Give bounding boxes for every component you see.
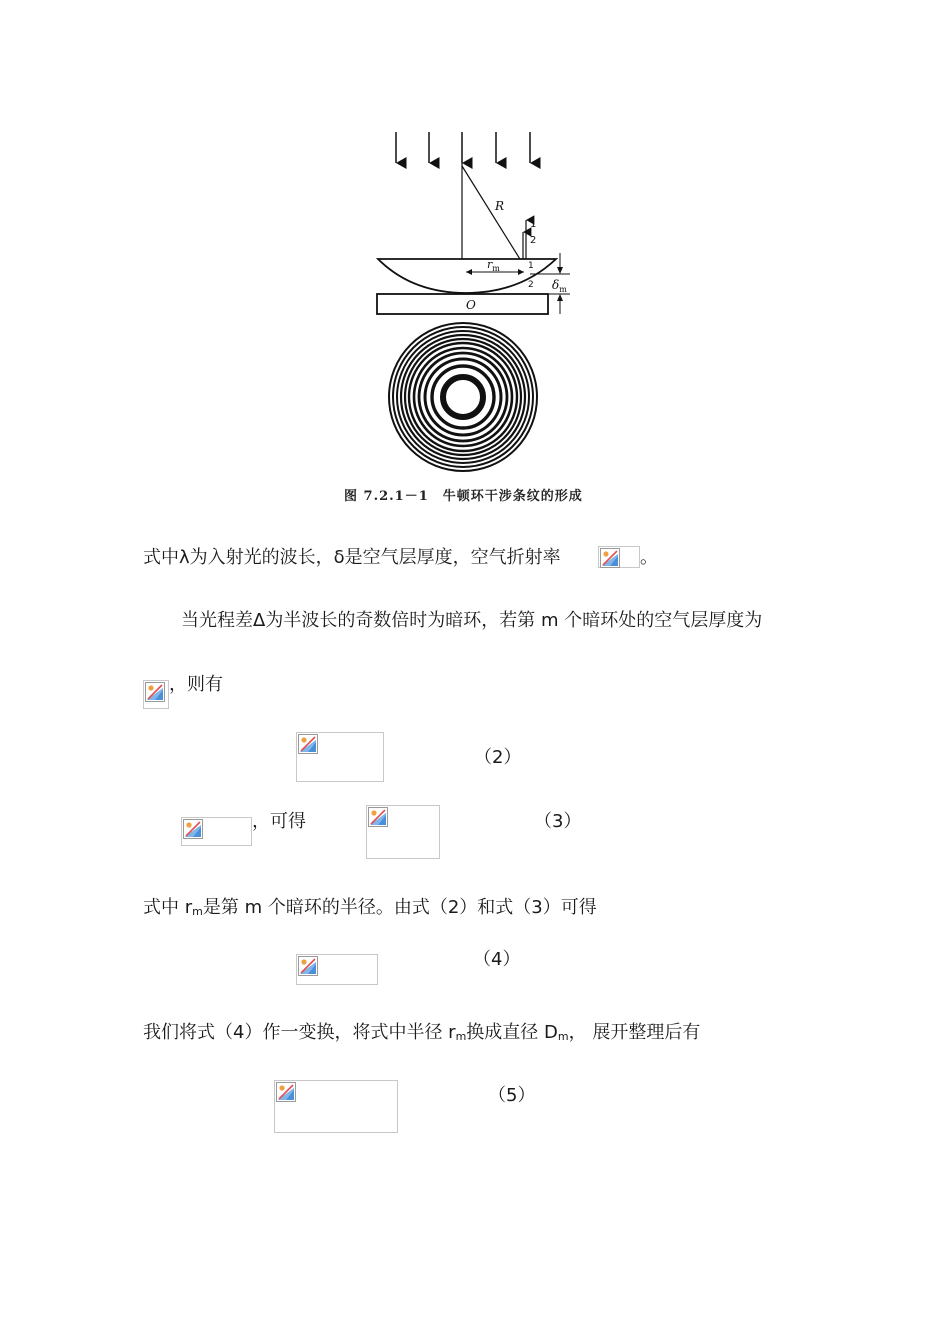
equation-4-image xyxy=(296,954,378,985)
equation-5-number: （5） xyxy=(488,1085,536,1106)
broken-image-icon xyxy=(145,682,165,702)
equation-3-image xyxy=(366,805,440,859)
newton-rings xyxy=(389,323,537,471)
broken-image-icon xyxy=(600,548,620,568)
label-rm: $r_m$ xyxy=(487,258,500,273)
paragraph-3: ，则有 xyxy=(169,674,223,695)
broken-image-icon xyxy=(276,1082,296,1102)
paragraph-4-text: ，可得 xyxy=(252,811,306,832)
radius-line xyxy=(462,166,528,272)
figure-caption: 图 7.2.1－1 牛顿环干涉条纹的形成 xyxy=(344,489,583,504)
formula-image xyxy=(143,680,169,709)
label-R: R xyxy=(495,199,505,213)
equation-3-number: （3） xyxy=(534,811,582,832)
incident-rays xyxy=(396,132,530,163)
formula-image xyxy=(181,817,252,846)
paragraph-1-text: 式中λ为入射光的波长，δ是空气层厚度，空气折射率 xyxy=(143,547,561,568)
equation-2-number: （2） xyxy=(474,747,522,768)
paragraph-1 xyxy=(143,546,561,570)
svg-text:1: 1 xyxy=(530,219,537,230)
paragraph-2: 当光程差Δ为半波长的奇数倍时为暗环，若第 m 个暗环处的空气层厚度为 xyxy=(181,610,763,631)
equation-4-number: （4） xyxy=(473,949,521,970)
label-delta: $\delta_m$ xyxy=(552,278,567,294)
svg-text:1: 1 xyxy=(528,261,534,271)
formula-image xyxy=(598,546,640,568)
broken-image-icon xyxy=(368,807,388,827)
label-O: O xyxy=(466,298,476,312)
paragraph-6: 我们将式（4）作一变换，将式中半径 rm换成直径 Dm， 展开整理后有 xyxy=(143,1022,701,1043)
svg-text:2: 2 xyxy=(528,280,534,290)
paragraph-1-end: 。 xyxy=(640,547,658,568)
glass-plate xyxy=(377,294,548,314)
svg-text:2: 2 xyxy=(530,235,537,246)
broken-image-icon xyxy=(183,819,203,839)
broken-image-icon xyxy=(298,956,318,976)
paragraph-5: 式中 rm是第 m 个暗环的半径。由式（2）和式（3）可得 xyxy=(143,897,597,918)
newton-rings-figure xyxy=(330,120,630,515)
broken-image-icon xyxy=(298,734,318,754)
equation-2-image xyxy=(296,732,384,782)
equation-5-image xyxy=(274,1080,398,1133)
